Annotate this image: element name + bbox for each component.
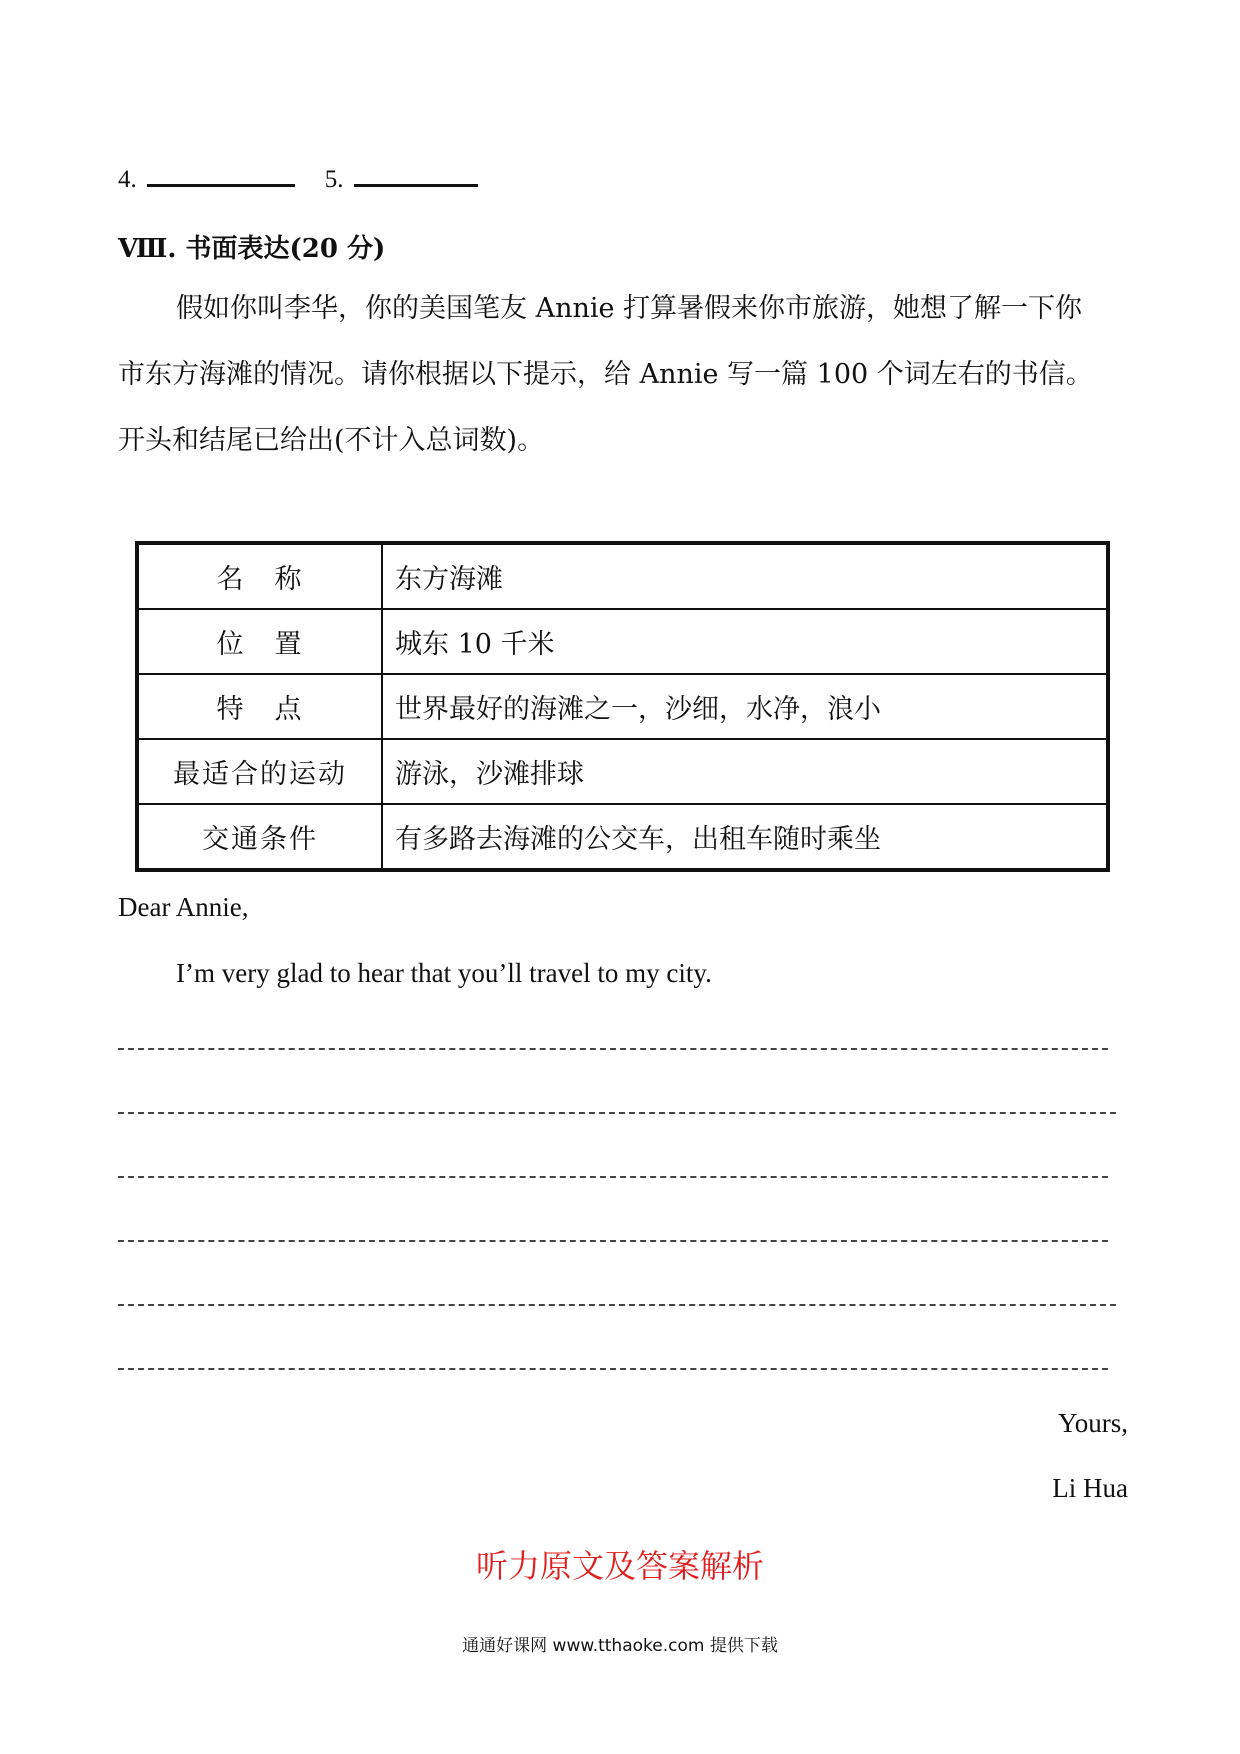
table-key: 最适合的运动 [137,739,382,804]
table-key: 名 称 [137,543,382,609]
writing-line[interactable] [118,1368,1108,1370]
table-value: 世界最好的海滩之一，沙细，水净，浪小 [382,674,1108,739]
letter-opening: I’m very glad to hear that you’ll travel to my city. [176,958,712,988]
answer-blanks-row [118,162,478,194]
answer-blank-4[interactable] [147,162,295,187]
table-key: 特 点 [137,674,382,739]
table-value: 游泳，沙滩排球 [382,739,1108,804]
footer-credit: 通通好课网 www.tthaoke.com 提供下载 [462,1636,778,1656]
item-5-number: 5. [324,166,344,193]
table-row [137,674,1108,739]
table-key: 交通条件 [137,804,382,870]
table-row [137,543,1108,609]
writing-line[interactable] [118,1304,1116,1306]
instruction-line-3: 开头和结尾已给出(不计入总词数)。 [118,425,545,456]
instructions [118,276,1128,474]
writing-line[interactable] [118,1112,1116,1114]
item-4-number: 4. [118,166,137,193]
table-value: 东方海滩 [382,543,1108,609]
instruction-line-2: 市东方海滩的情况。请你根据以下提示，给 Annie 写一篇 100 个词左右的书信。 [118,359,1093,390]
letter-signature: Li Hua [1052,1473,1128,1503]
writing-line[interactable] [118,1240,1108,1242]
table-row [137,609,1108,674]
table-row [137,739,1108,804]
letter-closing: Yours, [1057,1408,1128,1438]
instruction-line-1: 假如你叫李华，你的美国笔友 Annie 打算暑假来你市旅游，她想了解一下你 [176,293,1083,324]
letter-salutation: Dear Annie, [118,892,249,922]
section-title: Ⅷ. 书面表达(20 分) [118,234,386,264]
table-value: 有多路去海滩的公交车，出租车随时乘坐 [382,804,1108,870]
table-row [137,804,1108,870]
table-key: 位 置 [137,609,382,674]
listening-answers-title: 听力原文及答案解析 [475,1547,764,1585]
table-value: 城东 10 千米 [382,609,1108,674]
writing-line[interactable] [118,1176,1108,1178]
info-table [135,541,1110,872]
answer-blank-5[interactable] [354,162,478,187]
writing-line[interactable] [118,1048,1108,1050]
